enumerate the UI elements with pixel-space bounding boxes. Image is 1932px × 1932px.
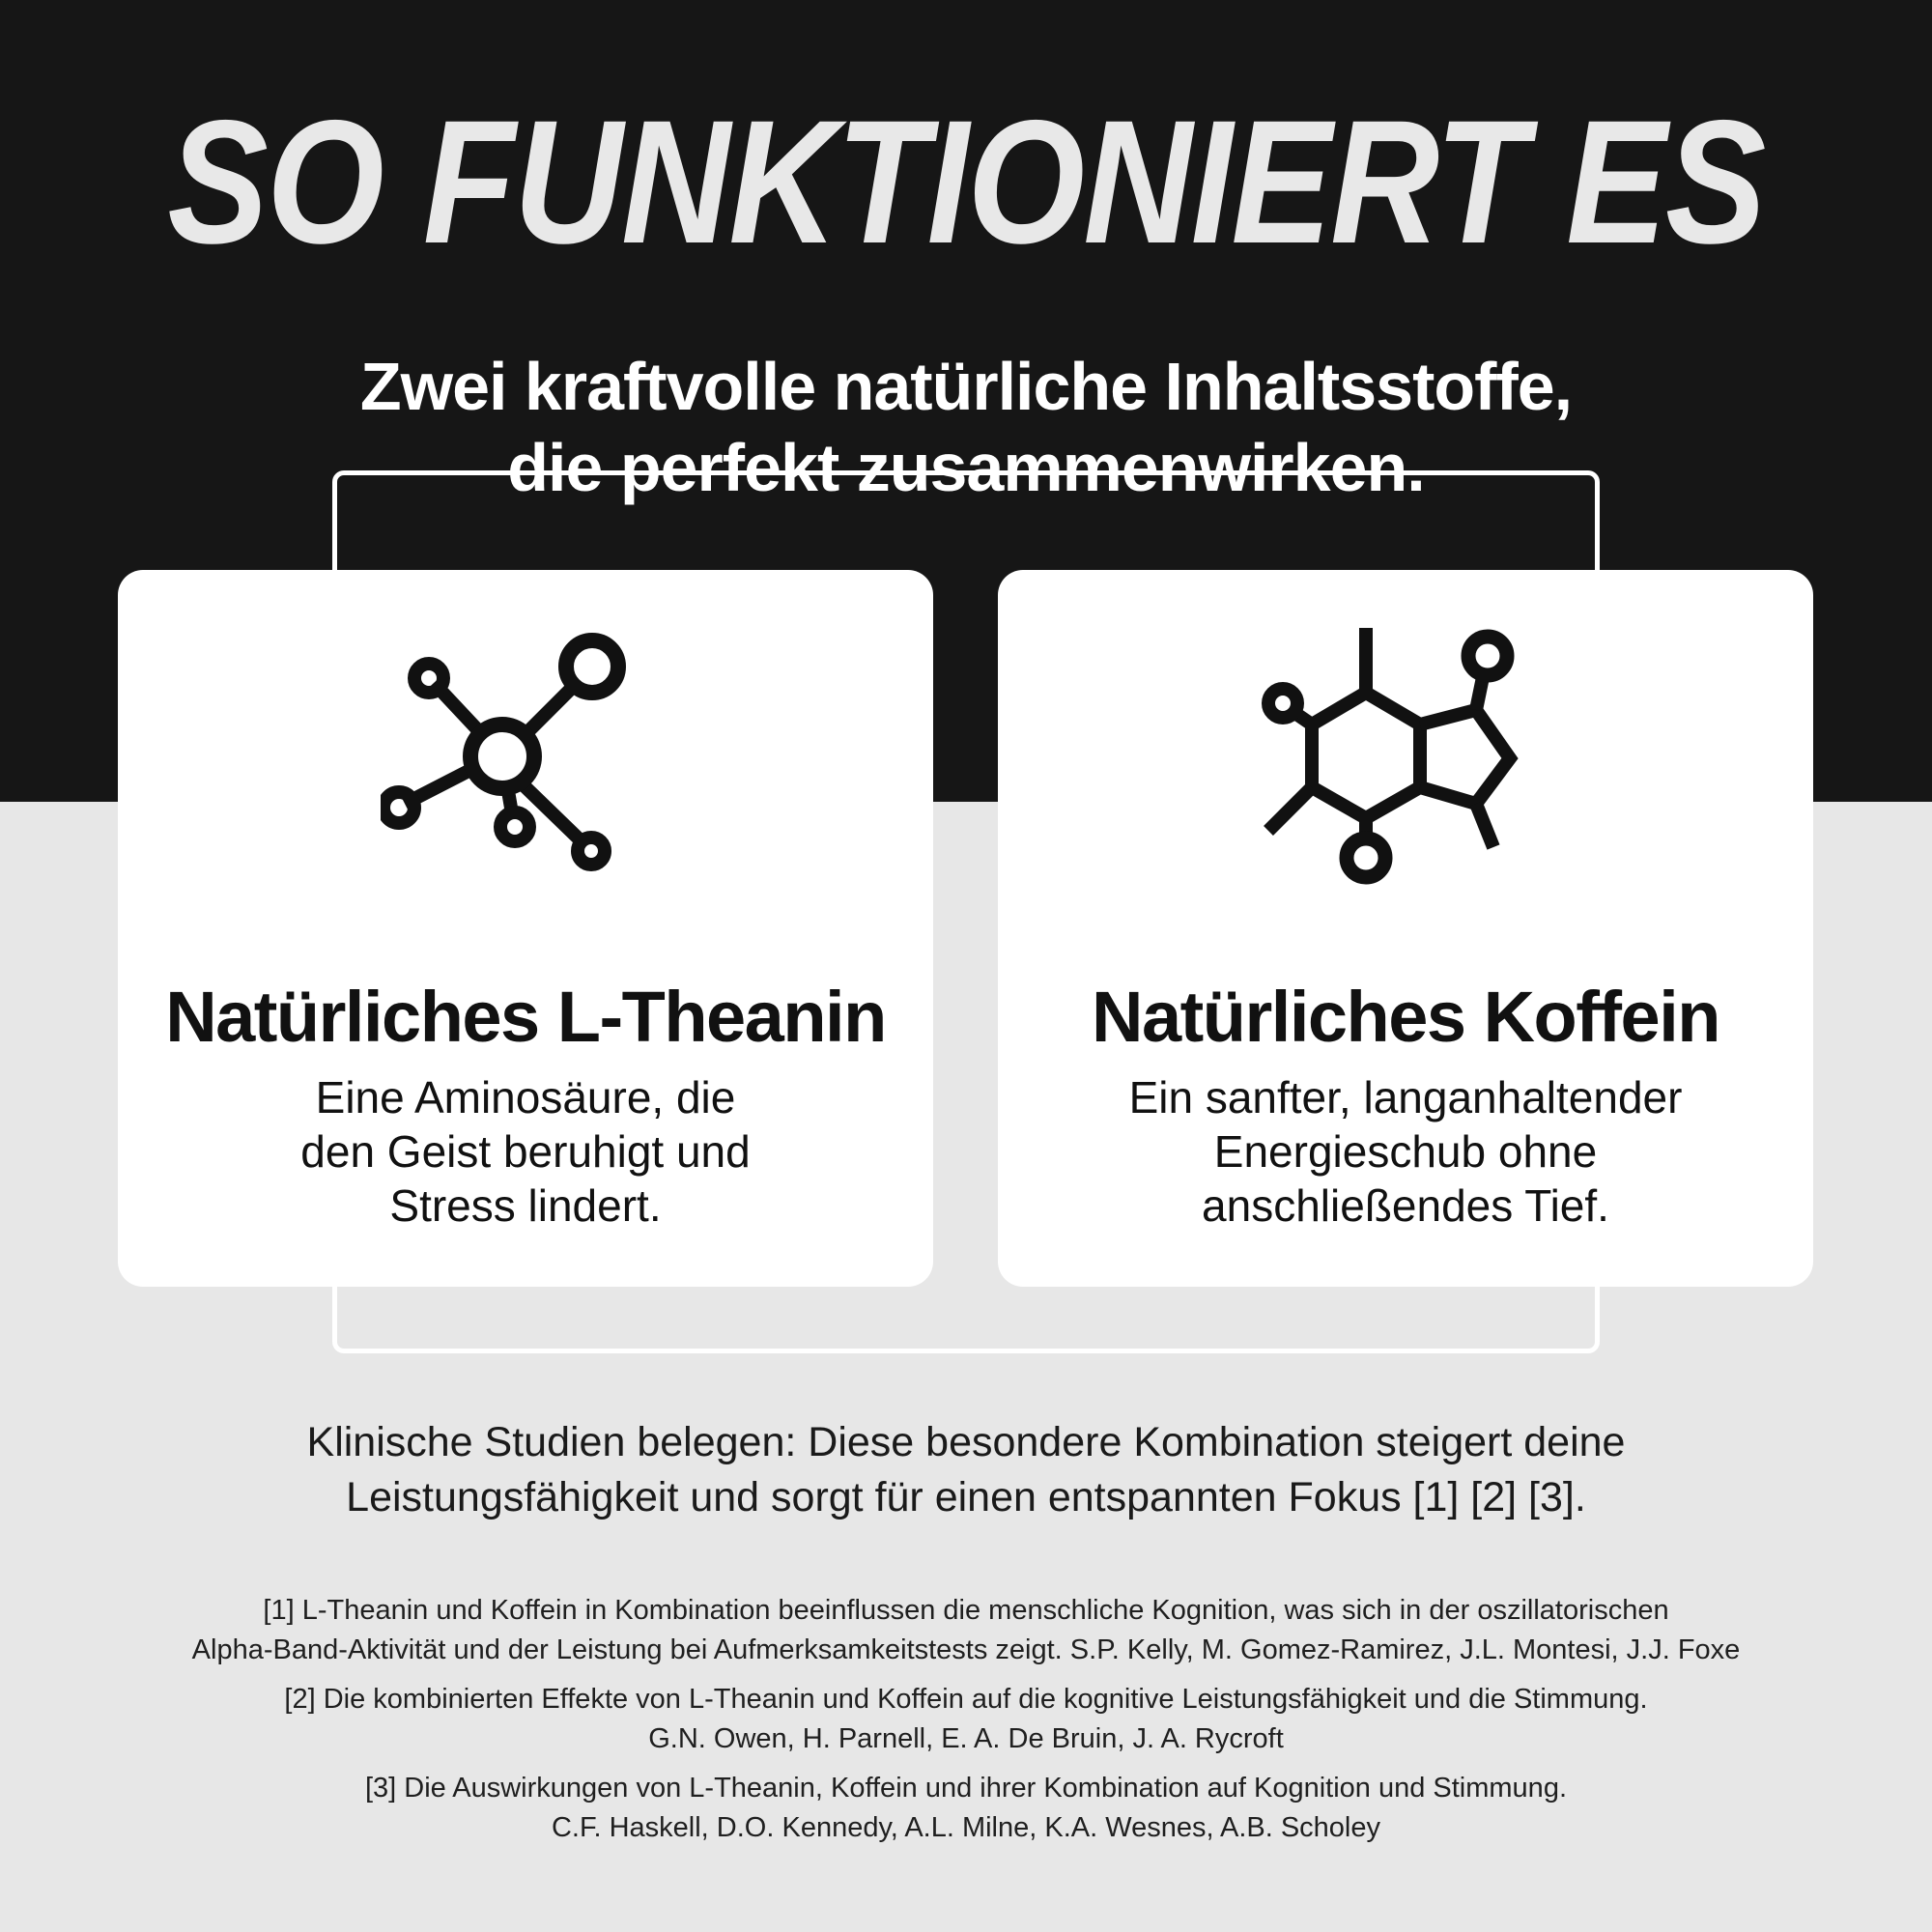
- study-summary-line: Klinische Studien belegen: Diese besondere Kombination steigert deine: [306, 1419, 1626, 1465]
- page-title: SO FUNKTIONIERT ES: [167, 83, 1765, 280]
- reference-item: [0, 1680, 1932, 1759]
- reference-item: [0, 1591, 1932, 1670]
- card-title: Natürliches Koffein: [1092, 977, 1719, 1057]
- reference-line: [1] L-Theanin und Koffein in Kombination beeinflussen die menschliche Kognition, was sich in der oszillatorischen: [263, 1595, 1669, 1626]
- card-description: [998, 1070, 1813, 1233]
- references-list: [0, 1591, 1932, 1858]
- reference-line: [2] Die kombinierten Effekte von L-Theanin und Koffein auf die kognitive Leistungsfähigkeit und die Stimmung.: [284, 1684, 1648, 1715]
- card-title: Natürliches L-Theanin: [165, 977, 886, 1057]
- subtitle-line: Zwei kraftvolle natürliche Inhaltsstoffe,: [359, 349, 1573, 424]
- caffeine-molecule-icon: [1251, 628, 1560, 937]
- card-description-line: Eine Aminosäure, die: [315, 1072, 736, 1122]
- card-description-line: Stress lindert.: [389, 1180, 662, 1231]
- subtitle-line: die perfekt zusammenwirken.: [507, 430, 1425, 505]
- card-description-line: Ein sanfter, langanhaltender: [1128, 1072, 1683, 1122]
- reference-line: C.F. Haskell, D.O. Kennedy, A.L. Milne, K.A. Wesnes, A.B. Scholey: [551, 1812, 1381, 1843]
- ingredient-card-koffein: [998, 570, 1813, 1287]
- card-description-line: Energieschub ohne: [1213, 1126, 1598, 1177]
- ingredient-card-l-theanin: [118, 570, 933, 1287]
- study-summary-line: Leistungsfähigkeit und sorgt für einen entspannten Fokus [1] [2] [3].: [346, 1474, 1586, 1520]
- reference-line: Alpha-Band-Aktivität und der Leistung bei Aufmerksamkeitstests zeigt. S.P. Kelly, M. Gomez-Ramirez, J.L. Montesi, J.J. Foxe: [191, 1634, 1741, 1665]
- card-description: [118, 1070, 933, 1233]
- card-description-line: den Geist beruhigt und: [300, 1126, 751, 1177]
- reference-line: G.N. Owen, H. Parnell, E. A. De Bruin, J. A. Rycroft: [648, 1723, 1284, 1754]
- reference-item: [0, 1769, 1932, 1848]
- molecule-network-icon: [381, 628, 670, 918]
- card-description-line: anschließendes Tief.: [1202, 1180, 1609, 1231]
- study-summary: [0, 1415, 1932, 1525]
- reference-line: [3] Die Auswirkungen von L-Theanin, Koffein und ihrer Kombination auf Kognition und Stimmung.: [365, 1773, 1567, 1804]
